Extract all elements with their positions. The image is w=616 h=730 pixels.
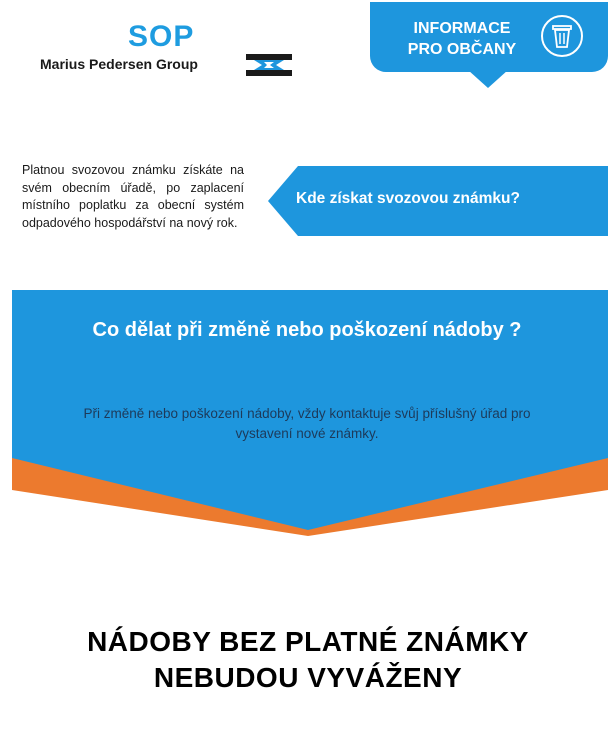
badge-title <box>392 18 532 60</box>
callout-question: Kde získat svozovou známku? <box>296 190 520 207</box>
warning-line-1: NÁDOBY BEZ PLATNÉ ZNÁMKY <box>87 626 529 657</box>
warning-line-2: NEBUDOU VYVÁŽENY <box>153 662 463 693</box>
company-logo <box>40 18 300 78</box>
badge-line-2: PRO OBČANY <box>407 41 517 58</box>
banner-body: Při změně nebo poškození nádoby, vždy kontaktuje svůj příslušný úřad pro vystavení nové známky. <box>83 406 531 441</box>
damage-info-banner <box>12 290 608 540</box>
trash-bin-icon <box>540 14 584 58</box>
logo-flag-icon <box>246 54 292 76</box>
info-badge <box>370 2 608 72</box>
banner-title: Co dělat při změně nebo poškození nádoby ? <box>92 319 522 341</box>
info-paragraph: Platnou svozovou známku získáte na svém obecním úřadě, po zaplacení místního poplatku za obecní systém odpadového hospodářství na nový rok. <box>22 163 244 230</box>
badge-line-1: INFORMACE <box>413 20 511 37</box>
logo-brand: SOP <box>128 20 195 53</box>
question-callout <box>268 166 608 236</box>
badge-pointer <box>468 70 508 88</box>
logo-company-name: Marius Pedersen Group <box>40 56 198 72</box>
warning-heading <box>0 624 616 696</box>
